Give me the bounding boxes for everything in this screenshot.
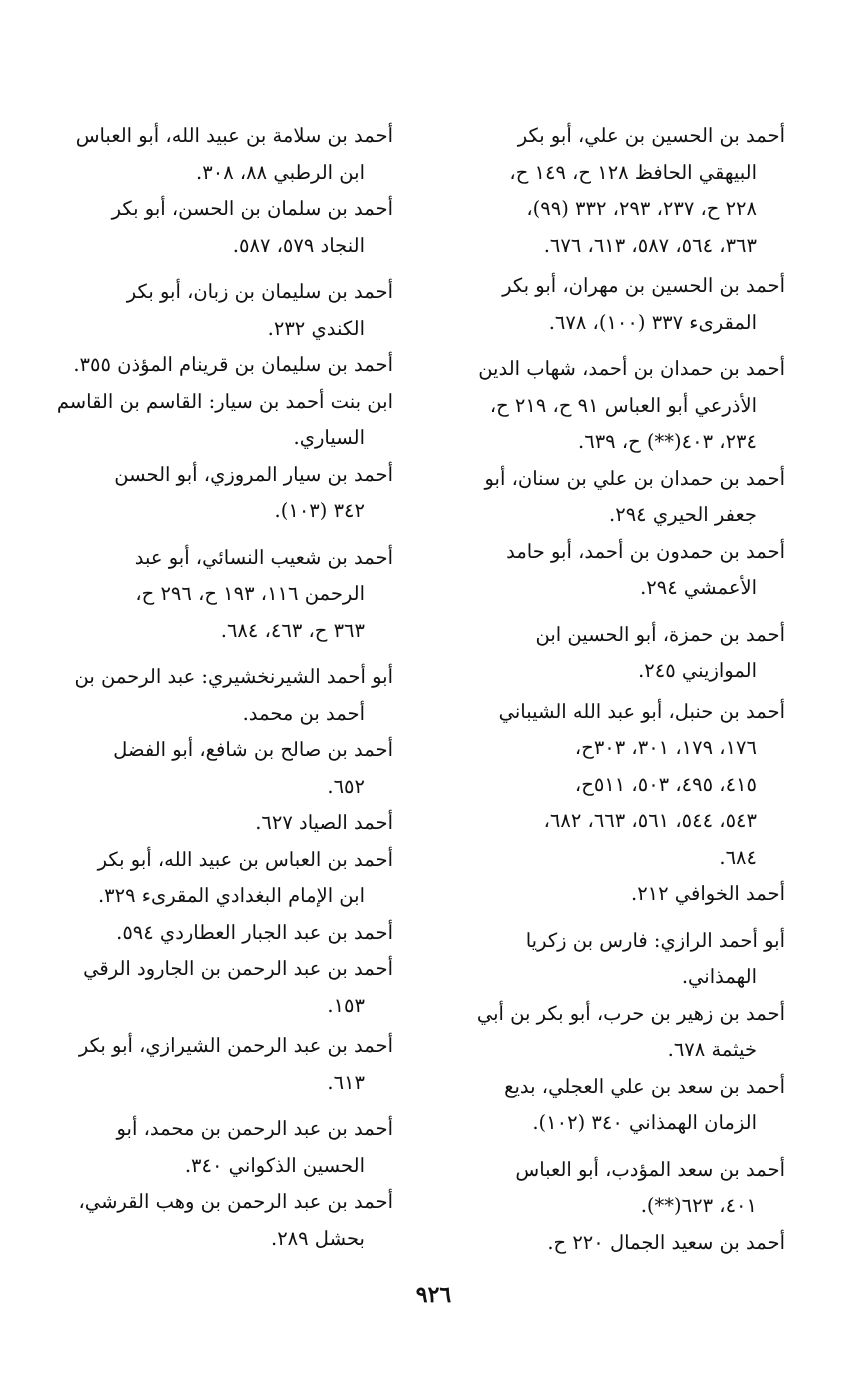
index-entry [58,540,393,650]
entry-line: ٦١٣. [327,1070,365,1094]
entry-line: ٣٦٣، ٥٦٤، ٥٨٧، ٦١٣، ٦٧٦. [543,233,757,257]
entry-line: ٤١٥، ٤٩٥، ٥٠٣، ٥١١ح، [574,772,757,796]
entry-line: أحمد بن عبد الرحمن بن محمد، أبو [116,1117,393,1140]
entry-line: أحمد بن عبد الرحمن بن وهب القرشي، [78,1190,393,1213]
entry-line: السياري. [293,426,365,449]
entry-line: ابن الرطبي ٨٨، ٣٠٨. [196,160,365,184]
entry-line: أحمد بن سليمان بن قرينام المؤذن ٣٥٥. [73,353,393,376]
entry-line: ٦٥٢. [327,774,365,798]
entry-line: الزمان الهمذاني ٣٤٠ (١٠٢). [532,1111,757,1134]
entry-line: الأذرعي أبو العباس ٩١ ح، ٢١٩ ح، [489,393,757,417]
entry-line: ٢٢٨ ح، ٢٣٧، ٢٩٣، ٣٣٢ (٩٩)، [526,197,757,220]
entry-line: أحمد بن سلامة بن عبيد الله، أبو العباس [75,124,393,147]
index-entry [455,351,785,461]
entry-line: ابن بنت أحمد بن سيار: القاسم بن القاسم [56,389,393,413]
entry-line: أحمد بن حمدون بن أحمد، أبو حامد [506,539,785,563]
index-entry [58,915,393,952]
entry-line: أحمد بن سليمان بن زبان، أبو بكر [126,280,393,303]
index-entry [455,996,785,1069]
entry-line: ٣٤٢ (١٠٣). [274,499,365,522]
entry-line: ١٥٣. [327,993,365,1017]
entry-line: أحمد بن حمدان بن أحمد، شهاب الدين [478,357,785,380]
entry-line: أحمد بن عبد الرحمن الشيرازي، أبو بكر [78,1034,393,1057]
entry-line: النجاد ٥٧٩، ٥٨٧. [232,233,365,257]
index-entry [58,805,393,842]
index-entry [455,1225,785,1262]
index-entry [455,1069,785,1142]
entry-line: أحمد بن حمزة، أبو الحسين ابن [535,622,785,646]
entry-line: ٣٦٣ ح، ٤٦٣، ٦٨٤. [220,618,365,642]
entry-line: ابن الإمام البغدادي المقرىء ٣٢٩. [97,884,365,907]
entry-line: أحمد بن سلمان بن الحسن، أبو بكر [111,197,393,220]
index-entry [455,876,785,913]
entry-line: أحمد بن حمدان بن علي بن سنان، أبو [484,466,785,490]
entry-line: أحمد بن عبد الجبار العطاردي ٥٩٤. [116,920,393,944]
entry-line: ٤٠١، ٦٢٣(**). [640,1194,757,1217]
index-entry [58,347,393,384]
index-entry [58,951,393,1024]
entry-line: أبو أحمد الشيرنخشيري: عبد الرحمن بن [74,665,393,688]
index-entry [58,732,393,805]
entry-line: أحمد بن الحسين بن علي، أبو بكر [517,124,785,147]
entry-line: ٥٤٣، ٥٤٤، ٥٦١، ٦٦٣، ٦٨٢، [543,809,757,832]
entry-line: أحمد بن محمد. [242,701,365,725]
page-number: ٩٢٦ [415,1282,452,1308]
index-entry [455,534,785,607]
index-entry [455,694,785,877]
entry-line: أحمد بن زهير بن حرب، أبو بكر بن أبي [476,1001,785,1025]
entry-line: أبو أحمد الرازي: فارس بن زكريا [525,928,785,952]
index-entry [58,659,393,732]
entry-line: أحمد بن عبد الرحمن بن الجارود الرقي [83,957,393,980]
index-column-right [455,118,785,1261]
index-entry [58,118,393,191]
index-column-left [58,118,393,1257]
entry-line: أحمد بن الحسين بن مهران، أبو بكر [502,274,785,297]
index-entry [58,1184,393,1257]
entry-line: أحمد الخوافي ٢١٢. [630,882,785,905]
index-entry [455,118,785,264]
index-entry [58,1028,393,1101]
entry-line: الكندي ٢٣٢. [267,316,365,340]
entry-line: أحمد الصياد ٦٢٧. [255,811,393,834]
index-entry [455,923,785,996]
entry-line: بحشل ٢٨٩. [270,1226,365,1250]
entry-line: الرحمن ١١٦، ١٩٣ ح، ٢٩٦ ح، [135,582,365,605]
entry-line: الأعمشي ٢٩٤. [640,576,757,599]
entry-line: الهمذاني. [681,965,757,988]
index-entry [455,1152,785,1225]
entry-line: أحمد بن حنبل، أبو عبد الله الشيباني [498,699,785,723]
entry-line: المقرىء ٣٣٧ (١٠٠)، ٦٧٨. [548,310,757,334]
index-entry [58,191,393,264]
index-entry [58,1111,393,1184]
entry-line: البيهقي الحافظ ١٢٨ ح، ١٤٩ ح، [509,160,757,184]
entry-line: أحمد بن سيار المروزي، أبو الحسن [114,462,393,486]
entry-line: الحسين الذكواني ٣٤٠. [184,1153,365,1177]
entry-line: ١٧٦، ١٧٩، ٣٠١، ٣٠٣ح، [574,736,757,759]
entry-line: خيثمة ٦٧٨. [667,1038,757,1061]
index-entry [58,274,393,347]
entry-line: ٢٣٤، ٤٠٣(**) ح، ٦٣٩. [578,430,757,453]
entry-line: جعفر الحيري ٢٩٤. [609,503,757,526]
index-entry [455,617,785,690]
index-entry [58,384,393,457]
index-entry [58,457,393,530]
entry-line: أحمد بن سعد بن علي العجلي، بديع [504,1074,785,1098]
index-entry [455,461,785,534]
index-entry [58,842,393,915]
index-entry [455,268,785,341]
entry-line: الموازيني ٢٤٥. [638,659,757,682]
entry-line: ٦٨٤. [719,845,757,869]
entry-line: أحمد بن سعيد الجمال ٢٢٠ ح. [547,1230,785,1254]
entry-line: أحمد بن شعيب النسائي، أبو عبد [134,545,393,569]
entry-line: أحمد بن صالح بن شافع، أبو الفضل [113,738,393,761]
entry-line: أحمد بن العباس بن عبيد الله، أبو بكر [97,847,393,871]
entry-line: أحمد بن سعد المؤدب، أبو العباس [515,1157,785,1181]
